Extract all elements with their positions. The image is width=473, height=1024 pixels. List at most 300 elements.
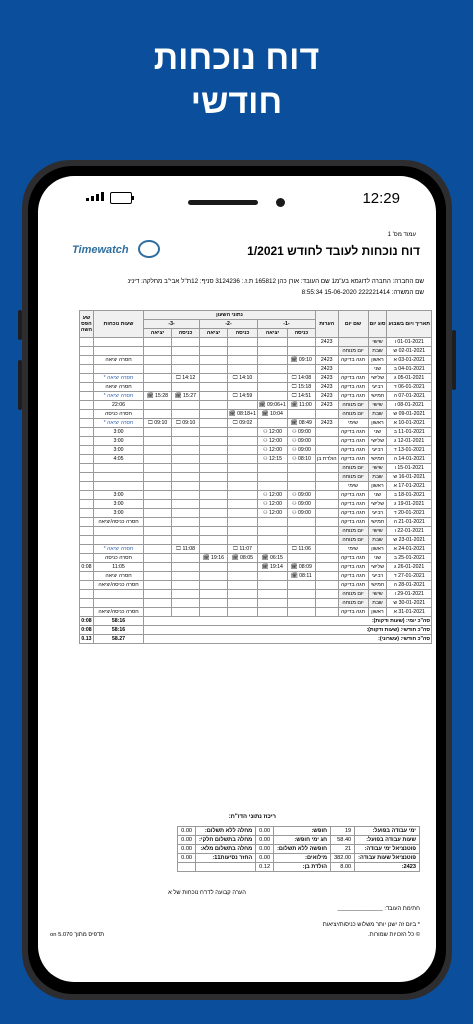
summary-label: הולדת בן: — [274, 863, 331, 872]
table-cell-o2 — [200, 383, 228, 392]
table-cell-o3 — [144, 482, 172, 491]
table-cell-date: 29-01-2021 ו — [387, 590, 432, 599]
table-cell-rem — [315, 509, 338, 518]
table-cell-o2 — [200, 374, 228, 383]
table-cell-o3 — [144, 401, 172, 410]
table-cell-date: 31-01-2021 א — [387, 608, 432, 617]
table-cell-i2: 14:59 🖵 — [228, 392, 258, 401]
table-cell-i2 — [228, 464, 258, 473]
table-cell-type: שלישי — [368, 437, 387, 446]
summary-value: 0.00 — [256, 827, 274, 836]
table-cell-type: שלישי — [368, 500, 387, 509]
table-cell-o1: 12:00 ⚇ — [257, 437, 287, 446]
table-cell-hrs — [94, 536, 144, 545]
table-cell-i1: 09:00 ⚇ — [287, 446, 315, 455]
table-cell-hrs: חסרה כניסה/יציאה — [94, 581, 144, 590]
table-cell-o1 — [257, 392, 287, 401]
table-cell-type: רביעי — [368, 509, 387, 518]
table-cell-hrs — [94, 482, 144, 491]
table-cell-i3 — [172, 608, 200, 617]
table-cell-o3 — [144, 500, 172, 509]
table-cell-x — [79, 428, 93, 437]
table-cell-name: יום מנוחה — [338, 590, 368, 599]
report-meta-company: שם החברה: החברה לדוגמא בע"מ1 שם העובד: אורן כהן 165812 ת.ז.: 3124236 סניף: 12ת"ל אבי"ב מחלקה: דינינ — [127, 278, 424, 285]
table-cell-hrs: 22:06 — [94, 401, 144, 410]
table-cell-type: חמישי — [368, 392, 387, 401]
table-row — [79, 419, 431, 428]
table-cell-x — [79, 581, 93, 590]
signal-icon — [86, 192, 104, 201]
table-row — [79, 455, 431, 464]
table-cell-name: שימי — [338, 482, 368, 491]
table-cell-rem — [315, 464, 338, 473]
table-cell-type: שלישי — [368, 374, 387, 383]
table-cell-o1 — [257, 356, 287, 365]
table-cell-x — [79, 455, 93, 464]
table-cell-x — [79, 500, 93, 509]
summary-value: 58.40 — [331, 836, 355, 845]
table-cell-i2: 11:07 🖵 — [228, 545, 258, 554]
table-cell-o1 — [257, 473, 287, 482]
table-cell-hrs — [94, 527, 144, 536]
summary-label: מחלה בתשלום חלקי: — [196, 836, 256, 845]
table-cell-name: חגה בדיקה — [338, 374, 368, 383]
table-cell-date: 20-01-2021 ד — [387, 509, 432, 518]
table-cell-hrs: חסרה יציאה * — [94, 374, 144, 383]
table-cell-i1 — [287, 527, 315, 536]
table-cell-hrs — [94, 464, 144, 473]
table-cell-i1: 08:11 🗓 — [287, 572, 315, 581]
table-cell-name: חגה בדיקה — [338, 554, 368, 563]
table-cell-hrs: 3:00 — [94, 437, 144, 446]
table-cell-rem: 2423 — [315, 374, 338, 383]
table-cell-o1: 12:00 ⚇ — [257, 491, 287, 500]
table-cell-x — [79, 554, 93, 563]
table-cell-date: 23-01-2021 ש — [387, 536, 432, 545]
table-cell-i1 — [287, 599, 315, 608]
table-cell-x — [79, 365, 93, 374]
table-cell-name: חגה בדיקה — [338, 509, 368, 518]
table-cell-rem: 2423 — [315, 383, 338, 392]
table-cell-name: יום מנוחה — [338, 401, 368, 410]
table-cell-hrs: חסרה יציאה * — [94, 545, 144, 554]
power-button — [452, 330, 456, 390]
page-number: עמוד מס' 1 — [387, 232, 416, 238]
table-cell-x — [79, 473, 93, 482]
table-cell-o3 — [144, 599, 172, 608]
table-cell-i1 — [287, 554, 315, 563]
table-cell-date: 18-01-2021 ב — [387, 491, 432, 500]
table-cell-type: ראשון — [368, 482, 387, 491]
table-cell-o3 — [144, 446, 172, 455]
table-cell-i3 — [172, 554, 200, 563]
table-cell-name — [338, 338, 368, 347]
table-cell-type: שני — [368, 365, 387, 374]
table-cell-name: יום מנוחה — [338, 347, 368, 356]
table-cell-o3 — [144, 473, 172, 482]
table-cell-i2 — [228, 365, 258, 374]
table-row — [79, 446, 431, 455]
summary-value: 0.00 — [178, 836, 196, 845]
table-cell-o2 — [200, 590, 228, 599]
table-row — [79, 338, 431, 347]
table-cell-type: רביעי — [368, 383, 387, 392]
table-cell-i1: 09:00 ⚇ — [287, 491, 315, 500]
footnote-copyright: © כל הזכויות שמורות. — [367, 932, 420, 938]
table-cell-hrs: 11:05 — [94, 563, 144, 572]
summary-label: חג ימי חופש: — [274, 836, 331, 845]
table-cell-o2 — [200, 536, 228, 545]
col-dayname: שם יום — [338, 311, 368, 338]
table-cell-o2 — [200, 455, 228, 464]
col-out-3: יציאה — [144, 329, 172, 338]
table-row — [79, 392, 431, 401]
summary-label: ימי עבודה בפועל: — [355, 827, 420, 836]
table-cell-o2 — [200, 437, 228, 446]
table-cell-date: 12-01-2021 ג — [387, 437, 432, 446]
table-cell-i3 — [172, 446, 200, 455]
table-cell-x — [79, 437, 93, 446]
table-cell-o3: 15:28 🗓 — [144, 392, 172, 401]
table-cell-i2 — [228, 500, 258, 509]
table-row — [79, 491, 431, 500]
summary-label: מחלה בתשלום מלא: — [196, 845, 256, 854]
table-row — [79, 374, 431, 383]
report-header — [48, 224, 426, 314]
summary-label: חופש: — [274, 827, 331, 836]
summary-value: 0.00 — [256, 854, 274, 863]
table-cell-i3 — [172, 428, 200, 437]
col-hours: שעות נוכחות — [94, 311, 144, 338]
table-cell-i3: 09:10 🖵 — [172, 419, 200, 428]
table-cell-i3: 14:12 🖵 — [172, 374, 200, 383]
table-cell-o2 — [200, 464, 228, 473]
table-cell-name: יום מנוחה — [338, 527, 368, 536]
table-cell-i1: 11:06 🖵 — [287, 545, 315, 554]
table-cell-o2 — [200, 563, 228, 572]
table-row — [79, 410, 431, 419]
table-cell-i1 — [287, 365, 315, 374]
table-cell-o1 — [257, 527, 287, 536]
table-cell-i2 — [228, 338, 258, 347]
table-cell-o3 — [144, 383, 172, 392]
table-cell-rem — [315, 599, 338, 608]
table-cell-o3 — [144, 374, 172, 383]
table-cell-hrs: חסרה יציאה — [94, 383, 144, 392]
summary-label: שעות עבודה בפועל: — [355, 836, 420, 845]
table-cell-date: 06-01-2021 ד — [387, 383, 432, 392]
table-cell-hrs — [94, 473, 144, 482]
table-cell-i3 — [172, 347, 200, 356]
table-cell-o3 — [144, 437, 172, 446]
table-cell-o1 — [257, 608, 287, 617]
col-group-1: -1- — [257, 320, 315, 329]
table-cell-o2 — [200, 365, 228, 374]
table-cell-i3 — [172, 383, 200, 392]
summary-row — [178, 854, 420, 863]
footnote-multi-entries: * ביום זה ישנן יותר משלוש כניסות/יציאות — [322, 922, 420, 928]
summary-title: ריכוז נתוני הדו"ח: — [228, 814, 276, 820]
table-cell-i2 — [228, 581, 258, 590]
col-in-1: כניסה — [287, 329, 315, 338]
table-cell-name: חגה בדיקה — [338, 446, 368, 455]
col-in-2: כניסה — [228, 329, 258, 338]
table-cell-name: חגה בדיקה — [338, 500, 368, 509]
battery-icon — [110, 192, 132, 204]
table-cell-type: שישי — [368, 401, 387, 410]
table-cell-type: חמישי — [368, 581, 387, 590]
table-cell-x — [79, 527, 93, 536]
table-cell-date: 05-01-2021 ג — [387, 374, 432, 383]
table-cell-name: חגה בדיקה — [338, 392, 368, 401]
table-cell-o1 — [257, 482, 287, 491]
table-cell-type: חמישי — [368, 518, 387, 527]
summary-label — [196, 863, 256, 872]
table-cell-rem — [315, 563, 338, 572]
table-cell-date: 10-01-2021 א — [387, 419, 432, 428]
summary-value: 0.12 — [256, 863, 274, 872]
table-cell-date: 14-01-2021 ה — [387, 455, 432, 464]
summary-value: 19 — [331, 827, 355, 836]
table-cell-name: יום מנוחה — [338, 410, 368, 419]
table-row — [79, 464, 431, 473]
table-cell-i3 — [172, 491, 200, 500]
table-row — [79, 536, 431, 545]
table-row — [79, 572, 431, 581]
table-cell-o2 — [200, 500, 228, 509]
table-cell-name: חגה בדיקה — [338, 491, 368, 500]
front-camera — [276, 198, 285, 207]
table-cell-x — [79, 608, 93, 617]
table-row — [79, 401, 431, 410]
table-cell-o1: 09:06+1 🗓 — [258, 402, 286, 408]
table-cell-x — [79, 491, 93, 500]
table-cell-type: רביעי — [368, 446, 387, 455]
table-cell-i1: 14:08 🖵 — [287, 374, 315, 383]
table-cell-x — [79, 599, 93, 608]
table-cell-date: 30-01-2021 ש — [387, 599, 432, 608]
totals-hours: 58:16 — [94, 617, 144, 626]
table-cell-x — [79, 482, 93, 491]
totals-label: סה"כ חודשי: (עשרוני): — [144, 635, 432, 644]
table-cell-i2 — [228, 356, 258, 365]
table-row — [79, 545, 431, 554]
table-cell-o3 — [144, 527, 172, 536]
table-cell-o3 — [144, 365, 172, 374]
table-cell-type: שני — [368, 554, 387, 563]
table-cell-rem — [315, 518, 338, 527]
table-cell-x — [79, 401, 93, 410]
table-cell-date: 21-01-2021 ה — [387, 518, 432, 527]
table-cell-i2 — [228, 401, 258, 410]
summary-label: פוטנציאל ימי עבודה: — [355, 845, 420, 854]
table-cell-x — [79, 464, 93, 473]
table-cell-rem — [315, 410, 338, 419]
table-cell-x — [79, 446, 93, 455]
table-cell-i2 — [228, 455, 258, 464]
table-cell-rem — [315, 473, 338, 482]
totals-label: סה"כ חודשי: (שעות ודקות): — [144, 626, 432, 635]
table-cell-o1 — [257, 374, 287, 383]
table-cell-i2 — [228, 599, 258, 608]
table-cell-rem — [315, 608, 338, 617]
table-cell-i1 — [287, 347, 315, 356]
table-cell-name: חגה בדיקה — [338, 428, 368, 437]
table-cell-i1 — [287, 608, 315, 617]
table-cell-i1 — [287, 536, 315, 545]
table-cell-date: 27-01-2021 ד — [387, 572, 432, 581]
speaker-grille — [188, 200, 258, 205]
table-cell-i2 — [228, 437, 258, 446]
clock-logo-icon — [138, 240, 160, 258]
table-cell-x: 0:08 — [79, 563, 93, 572]
table-cell-i2: 14:10 🖵 — [228, 374, 258, 383]
table-row — [79, 482, 431, 491]
volume-down-button — [18, 360, 22, 410]
volume-up-button — [18, 310, 22, 340]
table-cell-type: ראשון — [368, 545, 387, 554]
table-cell-date: 09-01-2021 ש — [387, 410, 432, 419]
summary-row — [178, 863, 420, 872]
table-cell-date: 26-01-2021 ג — [387, 563, 432, 572]
table-cell-o3 — [144, 536, 172, 545]
table-cell-i1 — [287, 410, 315, 419]
table-cell-rem — [315, 500, 338, 509]
table-cell-o3 — [144, 509, 172, 518]
table-cell-rem — [315, 446, 338, 455]
col-daytype: סוג יום — [368, 311, 387, 338]
table-cell-type: שישי — [368, 464, 387, 473]
table-cell-i3 — [172, 410, 200, 419]
table-cell-hrs: חסרה כניסה/יציאה — [94, 608, 144, 617]
table-cell-date: 07-01-2021 ה — [387, 392, 432, 401]
table-cell-o2 — [200, 392, 228, 401]
table-cell-i3: 11:08 🖵 — [172, 545, 200, 554]
totals-hours: 58:16 — [94, 626, 144, 635]
report-title: דוח נוכחות לעובד לחודש 1/2021 — [247, 244, 420, 258]
table-cell-date: 13-01-2021 ד — [387, 446, 432, 455]
table-cell-rem: 2423 — [315, 365, 338, 374]
summary-value: 0.00 — [256, 836, 274, 845]
table-cell-o2 — [200, 509, 228, 518]
table-row — [79, 527, 431, 536]
table-cell-i1: 08:09 🗓 — [287, 563, 315, 572]
table-cell-i1: 14:51 🖵 — [287, 392, 315, 401]
table-cell-o2 — [200, 608, 228, 617]
table-cell-date: 22-01-2021 ו — [387, 527, 432, 536]
table-row — [79, 428, 431, 437]
table-cell-o1 — [257, 545, 287, 554]
table-cell-i1 — [287, 581, 315, 590]
table-cell-rem: הולדת בן — [316, 456, 337, 462]
table-cell-x — [79, 590, 93, 599]
table-cell-i2: 08:18+1 🗓 — [229, 411, 256, 417]
table-cell-type: שני — [368, 428, 387, 437]
table-cell-date: 03-01-2021 א — [387, 356, 432, 365]
col-group-2: -2- — [200, 320, 258, 329]
summary-label: מחלה ללא תשלום: — [196, 827, 256, 836]
table-cell-date: 25-01-2021 ב — [387, 554, 432, 563]
table-cell-o3 — [144, 464, 172, 473]
table-cell-o2 — [200, 446, 228, 455]
table-cell-name: חגה בדיקה — [338, 581, 368, 590]
table-cell-hrs: חסרה יציאה * — [94, 392, 144, 401]
table-cell-x — [79, 419, 93, 428]
table-cell-i3 — [172, 464, 200, 473]
table-row — [79, 500, 431, 509]
table-cell-o3 — [144, 428, 172, 437]
table-cell-rem — [315, 536, 338, 545]
table-cell-name: חגה בדיקה — [338, 356, 368, 365]
table-row — [79, 437, 431, 446]
totals-extra: 0.13 — [79, 635, 93, 644]
table-cell-x — [79, 356, 93, 365]
table-cell-type: שישי — [368, 338, 387, 347]
summary-value: 0.00 — [178, 845, 196, 854]
report-meta-job: שם המשרה: 222221414 15-06-2020 8:55:34 — [301, 289, 424, 296]
table-cell-o3 — [144, 581, 172, 590]
table-cell-o3 — [144, 563, 172, 572]
table-cell-o3: 09:10 🖵 — [144, 419, 172, 428]
table-row — [79, 590, 431, 599]
table-cell-i2: 08:05 🗓 — [228, 554, 258, 563]
table-cell-o3 — [144, 455, 172, 464]
table-cell-i1 — [287, 482, 315, 491]
table-cell-o1 — [257, 572, 287, 581]
table-row — [79, 473, 431, 482]
table-cell-o1: 10:04 🗓 — [257, 410, 287, 419]
table-cell-type: שבת — [368, 599, 387, 608]
table-cell-o2 — [200, 482, 228, 491]
table-cell-i3 — [172, 500, 200, 509]
table-cell-o1 — [257, 365, 287, 374]
table-cell-hrs: 3:00 — [94, 491, 144, 500]
summary-label: 2423: — [355, 863, 420, 872]
table-cell-i3 — [172, 365, 200, 374]
table-cell-type: שבת — [368, 410, 387, 419]
table-cell-o1: 12:00 ⚇ — [257, 509, 287, 518]
table-cell-x — [79, 536, 93, 545]
table-cell-hrs: 3:00 — [94, 446, 144, 455]
table-cell-i3 — [172, 455, 200, 464]
summary-row — [178, 845, 420, 854]
phone-screen — [38, 176, 436, 982]
table-cell-o1: 12:00 ⚇ — [257, 446, 287, 455]
summary-value: 0.00 — [178, 827, 196, 836]
table-cell-name: חגה בדיקה — [338, 572, 368, 581]
totals-row — [79, 626, 431, 635]
table-cell-type: שבת — [368, 536, 387, 545]
table-cell-date: 02-01-2021 ש — [387, 347, 432, 356]
table-cell-i2 — [228, 347, 258, 356]
summary-value: 382.00 — [331, 854, 355, 863]
table-cell-i1: 08:49 🗓 — [287, 419, 315, 428]
table-cell-hrs: חסרה כניסה/יציאה — [94, 518, 144, 527]
table-cell-i3 — [172, 590, 200, 599]
status-time: 12:29 — [362, 190, 400, 207]
table-cell-hrs — [94, 338, 144, 347]
table-cell-type: שבת — [368, 347, 387, 356]
table-cell-i3 — [172, 356, 200, 365]
table-cell-type: שני — [368, 491, 387, 500]
table-cell-i3 — [172, 473, 200, 482]
table-cell-o2 — [200, 347, 228, 356]
table-cell-i2 — [228, 527, 258, 536]
table-cell-x — [79, 383, 93, 392]
table-cell-hrs — [94, 347, 144, 356]
summary-row — [178, 827, 420, 836]
summary-value — [178, 863, 196, 872]
